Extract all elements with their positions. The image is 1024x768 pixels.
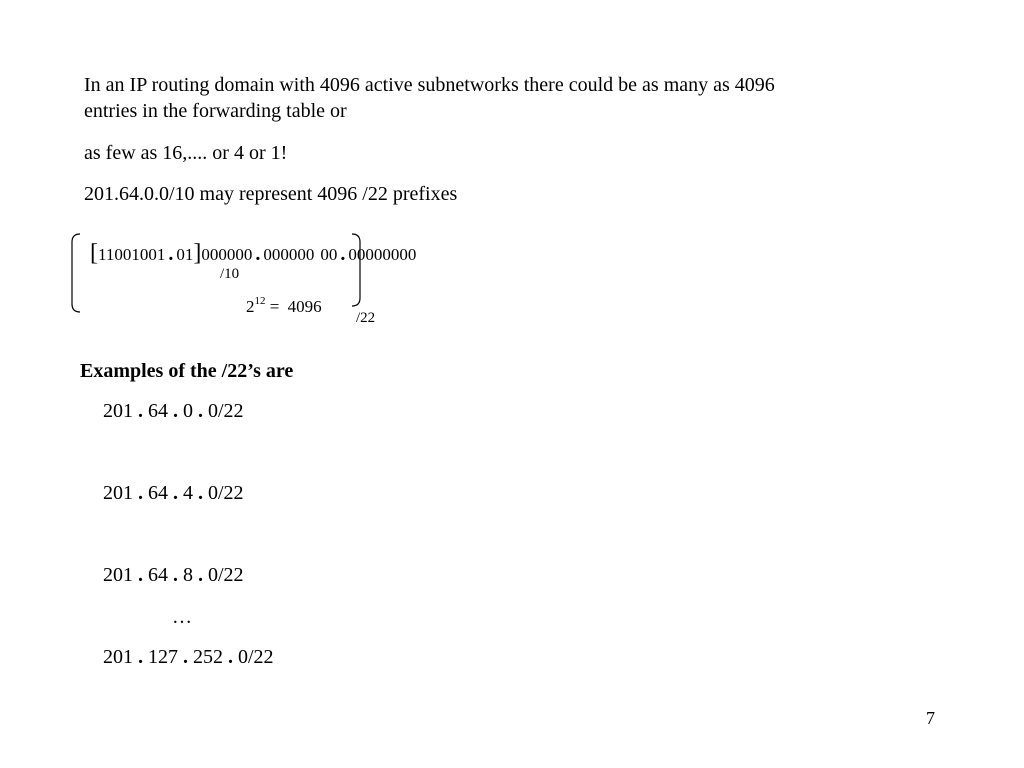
binary-group-6: 00000000	[348, 245, 417, 264]
octet-4-prefix: 0/22	[208, 400, 244, 422]
intro-line-3: as few as 16,.... or 4 or 1!	[84, 142, 288, 164]
binary-group-4: 000000	[263, 245, 315, 264]
octet-1: 201	[103, 564, 133, 586]
octet-4-prefix: 0/22	[238, 646, 274, 668]
binary-group-2: 01	[176, 245, 194, 264]
power-base: 2	[246, 297, 255, 316]
dot-separator: .	[168, 243, 174, 265]
dot-separator: .	[340, 243, 346, 265]
binary-address	[90, 240, 416, 267]
example-prefix: 201 . 64 . 4 . 0/22	[103, 482, 244, 504]
binary-group-5: 00	[320, 245, 338, 264]
binary-group-1: 11001001	[98, 245, 166, 264]
page-number: 7	[926, 708, 935, 728]
left-brace	[72, 234, 80, 312]
octet-4-prefix: 0/22	[208, 564, 244, 586]
intro-line-4: 201.64.0.0/10 may represent 4096 /22 prefixes	[84, 183, 458, 205]
power-expression	[246, 297, 322, 317]
octet-3: 4	[183, 482, 193, 504]
octet-3: 0	[183, 400, 193, 422]
octet-1: 201	[103, 482, 133, 504]
ellipsis: …	[172, 606, 192, 628]
octet-1: 201	[103, 400, 133, 422]
example-prefix: 201 . 127 . 252 . 0/22	[103, 646, 274, 668]
intro-line-1: In an IP routing domain with 4096 active subnetworks there could be as many as 4096	[84, 74, 775, 96]
example-prefix: 201 . 64 . 0 . 0/22	[103, 400, 244, 422]
intro-line-2: entries in the forwarding table or	[84, 100, 347, 122]
power-exponent: 12	[254, 295, 266, 307]
examples-heading: Examples of the /22’s are	[80, 360, 294, 382]
power-equals: =	[269, 297, 280, 316]
bracket-close: ]	[193, 240, 202, 266]
octet-3: 252	[193, 646, 223, 668]
octet-2: 127	[148, 646, 178, 668]
octet-1: 201	[103, 646, 133, 668]
bracket-open: [	[90, 240, 98, 266]
prefix-10-label: /10	[220, 266, 240, 282]
power-result: 4096	[287, 297, 322, 316]
example-prefix: 201 . 64 . 8 . 0/22	[103, 564, 244, 586]
octet-3: 8	[183, 564, 193, 586]
octet-2: 64	[148, 482, 168, 504]
octet-2: 64	[148, 400, 168, 422]
prefix-22-label: /22	[356, 310, 376, 326]
octet-2: 64	[148, 564, 168, 586]
dot-separator: .	[255, 243, 261, 265]
binary-group-3: 000000	[201, 245, 253, 264]
octet-4-prefix: 0/22	[208, 482, 244, 504]
